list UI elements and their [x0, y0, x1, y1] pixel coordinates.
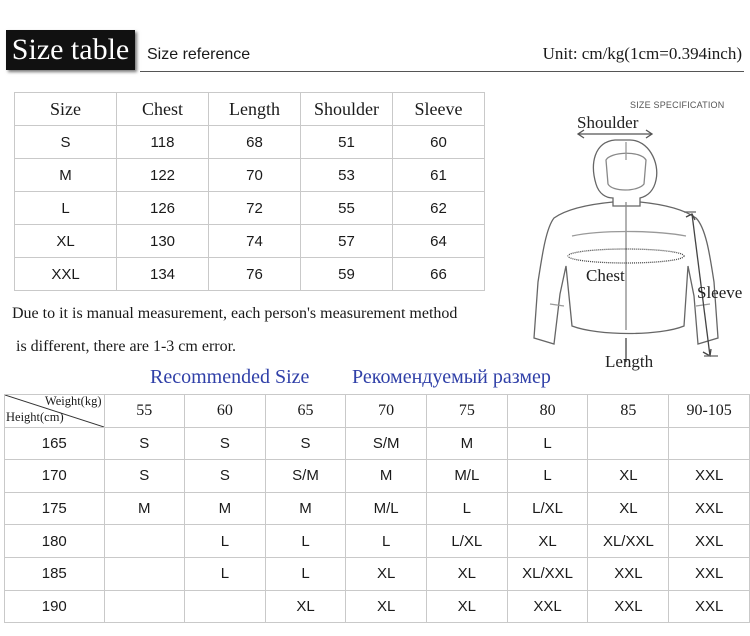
size-table-title: Size table: [6, 30, 135, 70]
size-cell: XXL: [669, 557, 750, 590]
size-cell: L/XL: [426, 525, 507, 558]
size-cell: S: [104, 427, 185, 460]
size-cell: XXL: [507, 590, 588, 623]
measurement-note-line1: Due to it is manual measurement, each person's measurement method: [12, 305, 458, 322]
column-header: Chest: [117, 93, 209, 126]
weight-label: Weight(kg): [44, 394, 102, 408]
table-cell: 118: [117, 126, 209, 159]
table-row: [5, 525, 750, 558]
size-cell: L: [507, 427, 588, 460]
size-cell: M/L: [346, 492, 427, 525]
height-cell: 180: [5, 525, 105, 558]
measurement-note-line2: is different, there are 1-3 cm error.: [16, 338, 237, 355]
table-row: [5, 590, 750, 623]
table-cell: 130: [117, 225, 209, 258]
size-cell: XL: [507, 525, 588, 558]
table-cell: 62: [393, 192, 485, 225]
size-cell: XXL: [588, 590, 669, 623]
table-row: [15, 225, 485, 258]
weight-header: 90-105: [669, 395, 750, 428]
table-cell: 61: [393, 159, 485, 192]
table-cell: 72: [209, 192, 301, 225]
table-cell: 76: [209, 258, 301, 291]
size-cell: XL/XXL: [507, 557, 588, 590]
size-cell: L: [346, 525, 427, 558]
weight-header: 55: [104, 395, 185, 428]
size-cell: [104, 525, 185, 558]
size-cell: XL: [426, 557, 507, 590]
height-cell: 190: [5, 590, 105, 623]
table-cell: 134: [117, 258, 209, 291]
recommended-size-title-ru: Рекомендуемый размер: [352, 366, 551, 388]
weight-header: 65: [265, 395, 346, 428]
size-cell: L/XL: [507, 492, 588, 525]
table-row: [15, 126, 485, 159]
size-cell: [104, 557, 185, 590]
table-cell: S: [15, 126, 117, 159]
size-cell: M: [426, 427, 507, 460]
size-cell: XXL: [669, 460, 750, 493]
table-cell: XL: [15, 225, 117, 258]
size-cell: M: [346, 460, 427, 493]
table-cell: 60: [393, 126, 485, 159]
size-cell: M: [185, 492, 266, 525]
size-cell: S/M: [346, 427, 427, 460]
size-cell: XL: [588, 492, 669, 525]
size-cell: S/M: [265, 460, 346, 493]
table-cell: 70: [209, 159, 301, 192]
table-row: [15, 159, 485, 192]
weight-header: 85: [588, 395, 669, 428]
table-cell: 66: [393, 258, 485, 291]
table-cell: 122: [117, 159, 209, 192]
table-cell: 57: [301, 225, 393, 258]
weight-header: 60: [185, 395, 266, 428]
size-cell: [669, 427, 750, 460]
table-cell: 55: [301, 192, 393, 225]
table-cell: XXL: [15, 258, 117, 291]
size-cell: XL/XXL: [588, 525, 669, 558]
jacket-diagram: [520, 106, 750, 368]
height-cell: 175: [5, 492, 105, 525]
height-cell: 185: [5, 557, 105, 590]
table-cell: 126: [117, 192, 209, 225]
column-header: Length: [209, 93, 301, 126]
size-cell: S: [185, 427, 266, 460]
size-cell: M: [265, 492, 346, 525]
size-cell: XL: [588, 460, 669, 493]
recommend-header-row: [5, 395, 750, 428]
size-cell: [185, 590, 266, 623]
size-cell: XL: [426, 590, 507, 623]
size-cell: L: [265, 557, 346, 590]
sleeve-label: Sleeve: [697, 283, 743, 302]
table-cell: 74: [209, 225, 301, 258]
table-cell: 64: [393, 225, 485, 258]
shoulder-label: Shoulder: [577, 113, 639, 132]
size-cell: XXL: [669, 525, 750, 558]
corner-header-cell: [5, 395, 105, 428]
table-cell: 68: [209, 126, 301, 159]
table-cell: L: [15, 192, 117, 225]
length-label: Length: [605, 352, 654, 371]
table-cell: M: [15, 159, 117, 192]
size-table: [14, 92, 485, 291]
size-cell: [104, 590, 185, 623]
weight-header: 75: [426, 395, 507, 428]
size-cell: S: [185, 460, 266, 493]
size-reference-label: Size reference: [147, 46, 251, 63]
table-row: [5, 492, 750, 525]
size-cell: S: [265, 427, 346, 460]
table-cell: 53: [301, 159, 393, 192]
header-divider: [140, 71, 744, 72]
table-cell: 51: [301, 126, 393, 159]
table-row: [15, 192, 485, 225]
size-cell: L: [507, 460, 588, 493]
size-cell: M: [104, 492, 185, 525]
recommended-size-title: Recommended Size: [150, 366, 310, 388]
table-row: [5, 427, 750, 460]
recommend-table: [4, 394, 750, 623]
table-row: [5, 460, 750, 493]
chest-label: Chest: [586, 266, 625, 285]
size-cell: L: [185, 525, 266, 558]
column-header: Shoulder: [301, 93, 393, 126]
unit-label: Unit: cm/kg(1cm=0.394inch): [542, 44, 742, 63]
weight-header: 80: [507, 395, 588, 428]
size-cell: M/L: [426, 460, 507, 493]
size-cell: XL: [265, 590, 346, 623]
size-cell: L: [265, 525, 346, 558]
size-cell: L: [426, 492, 507, 525]
size-table-header-row: [15, 93, 485, 126]
size-cell: S: [104, 460, 185, 493]
table-row: [5, 557, 750, 590]
size-cell: XXL: [588, 557, 669, 590]
size-cell: XL: [346, 557, 427, 590]
height-label: Height(cm): [6, 410, 64, 424]
size-specification-label: SIZE SPECIFICATION: [630, 100, 725, 110]
column-header: Sleeve: [393, 93, 485, 126]
size-cell: XL: [346, 590, 427, 623]
table-row: [15, 258, 485, 291]
height-cell: 165: [5, 427, 105, 460]
weight-header: 70: [346, 395, 427, 428]
column-header: Size: [15, 93, 117, 126]
height-cell: 170: [5, 460, 105, 493]
size-cell: XXL: [669, 590, 750, 623]
size-cell: XXL: [669, 492, 750, 525]
table-cell: 59: [301, 258, 393, 291]
size-cell: L: [185, 557, 266, 590]
size-cell: [588, 427, 669, 460]
